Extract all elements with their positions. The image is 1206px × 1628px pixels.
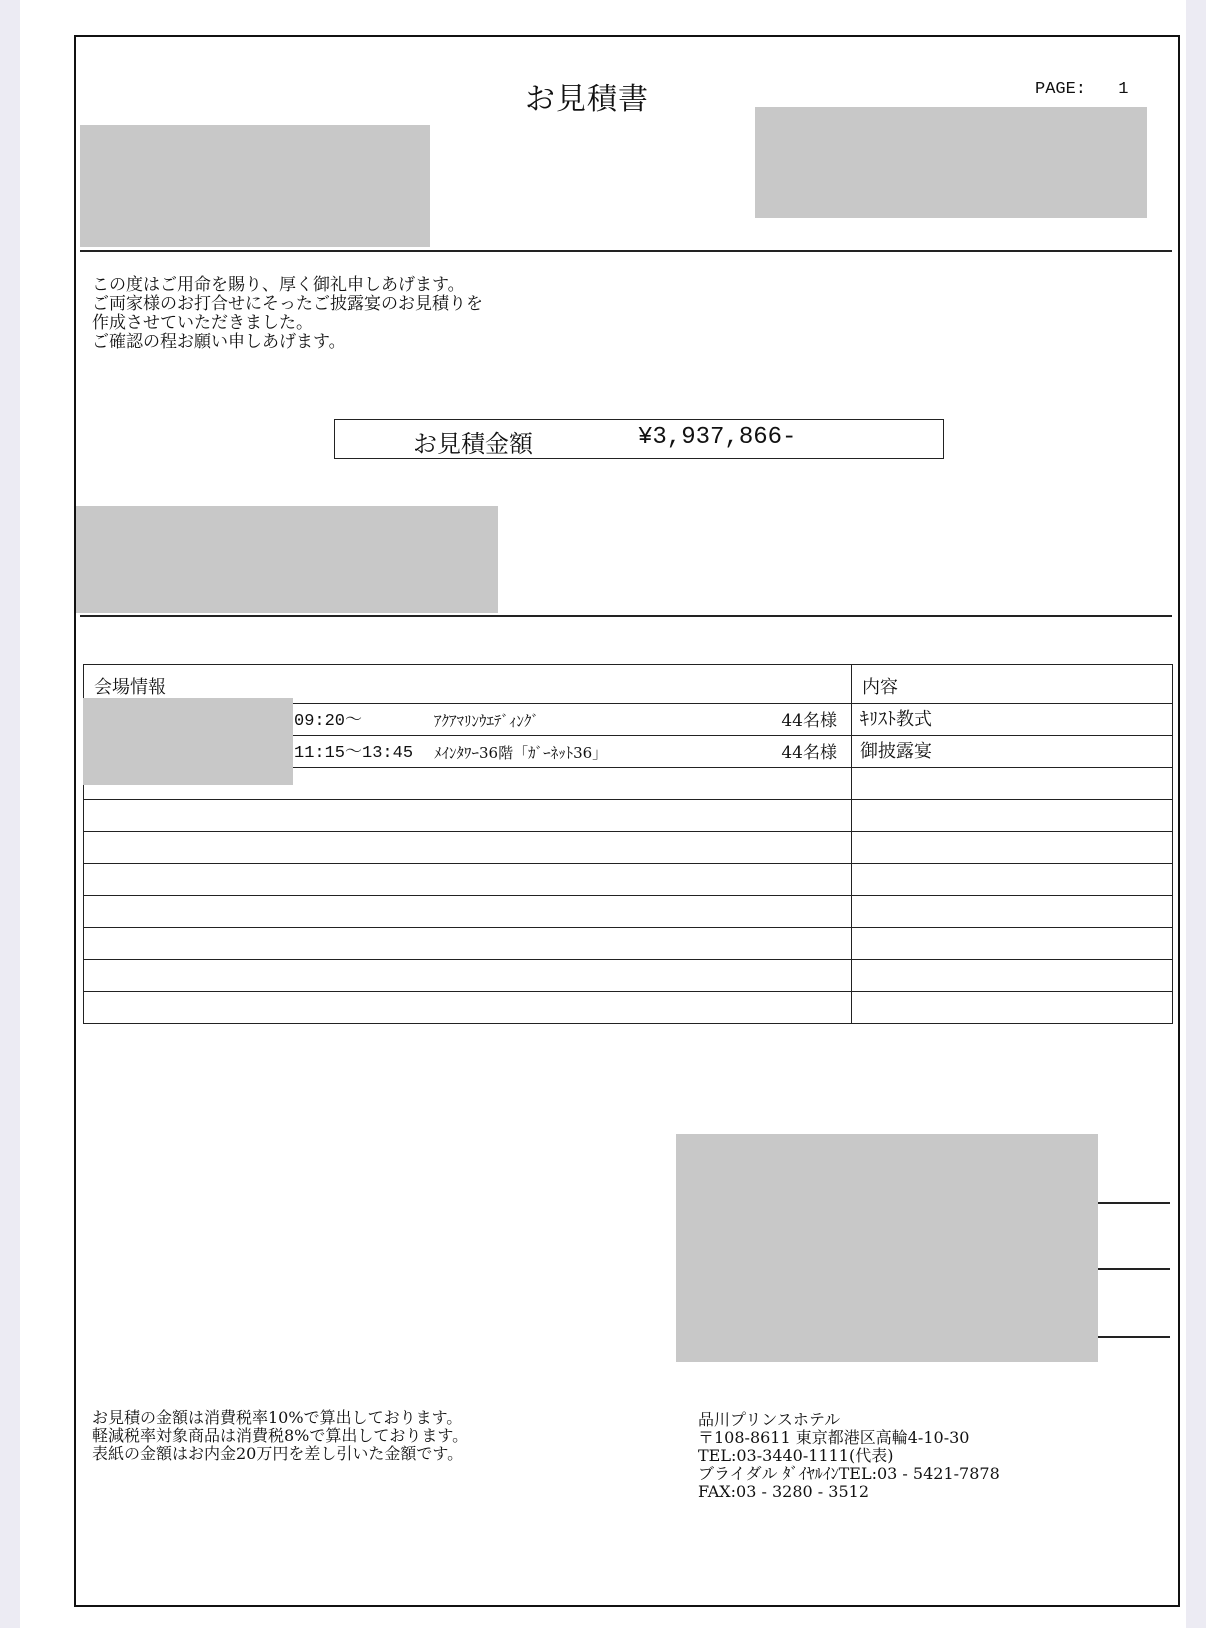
intro-line: この度はご用命を賜り、厚く御礼申しあげます。: [92, 275, 465, 295]
section-divider: [80, 615, 1172, 617]
hotel-bridal-tel: ブライダル ﾀﾞｲﾔﾙｲﾝTEL:03 - 5421-7878: [698, 1464, 1000, 1483]
page-title: お見積書: [525, 82, 649, 117]
page-number: 1: [1118, 80, 1129, 99]
intro-text: [92, 276, 483, 352]
redacted-date: [83, 698, 293, 785]
header-divider: [80, 250, 1172, 252]
hotel-fax: FAX:03 - 3280 - 3512: [698, 1482, 869, 1501]
intro-line: ご両家様のお打合せにそったご披露宴のお見積りを: [92, 294, 483, 314]
empty-row: [84, 832, 1173, 864]
signature-line: [1098, 1268, 1170, 1270]
hotel-contact: [698, 1411, 1000, 1501]
row-guests: 44名様: [781, 711, 837, 731]
header-content: 内容: [862, 677, 898, 698]
row-venue: ｱｸｱﾏﾘﾝｳｴﾃﾞｨﾝｸﾞ: [434, 712, 540, 730]
redacted-signature-area: [676, 1134, 1098, 1362]
redacted-event-info: [76, 506, 498, 613]
estimate-sheet: [20, 0, 1186, 1628]
note-line: 表紙の金額はお内金20万円を差し引いた金額です。: [92, 1444, 464, 1463]
amount-label: お見積金額: [413, 430, 533, 458]
row-venue: ﾒｲﾝﾀﾜｰ36階「ｶﾞｰﾈｯﾄ36」: [434, 744, 608, 762]
hotel-name: 品川プリンスホテル: [698, 1410, 841, 1429]
row-time: 11:15～13:45: [294, 744, 414, 763]
note-line: お見積の金額は消費税率10%で算出しております。: [92, 1408, 463, 1427]
header-venue-info: 会場情報: [94, 677, 166, 698]
intro-line: 作成させていただきました。: [92, 313, 313, 333]
empty-row: [84, 896, 1173, 928]
redacted-recipient: [80, 125, 430, 247]
row-content: 御披露宴: [860, 741, 932, 762]
signature-line: [1098, 1336, 1170, 1338]
page-label: PAGE:: [1035, 80, 1087, 99]
hotel-address: 〒108-8611 東京都港区高輪4-10-30: [698, 1428, 970, 1447]
signature-line: [1098, 1202, 1170, 1204]
empty-row: [84, 992, 1173, 1024]
page-indicator: [1035, 80, 1128, 99]
intro-line: ご確認の程お願い申しあげます。: [92, 332, 346, 352]
hotel-tel: TEL:03-3440-1111(代表): [698, 1446, 894, 1465]
row-content: ｷﾘｽﾄ教式: [860, 709, 932, 730]
empty-row: [84, 800, 1173, 832]
empty-row: [84, 864, 1173, 896]
amount-value: ¥3,937,866-: [638, 424, 797, 451]
estimate-amount-box: [334, 419, 944, 459]
redacted-header-info: [755, 107, 1147, 218]
empty-row: [84, 960, 1173, 992]
tax-notes: [92, 1409, 468, 1463]
note-line: 軽減税率対象商品は消費税8%で算出しております。: [92, 1426, 469, 1445]
empty-row: [84, 928, 1173, 960]
row-time: 09:20～: [294, 712, 363, 731]
row-guests: 44名様: [781, 743, 837, 763]
